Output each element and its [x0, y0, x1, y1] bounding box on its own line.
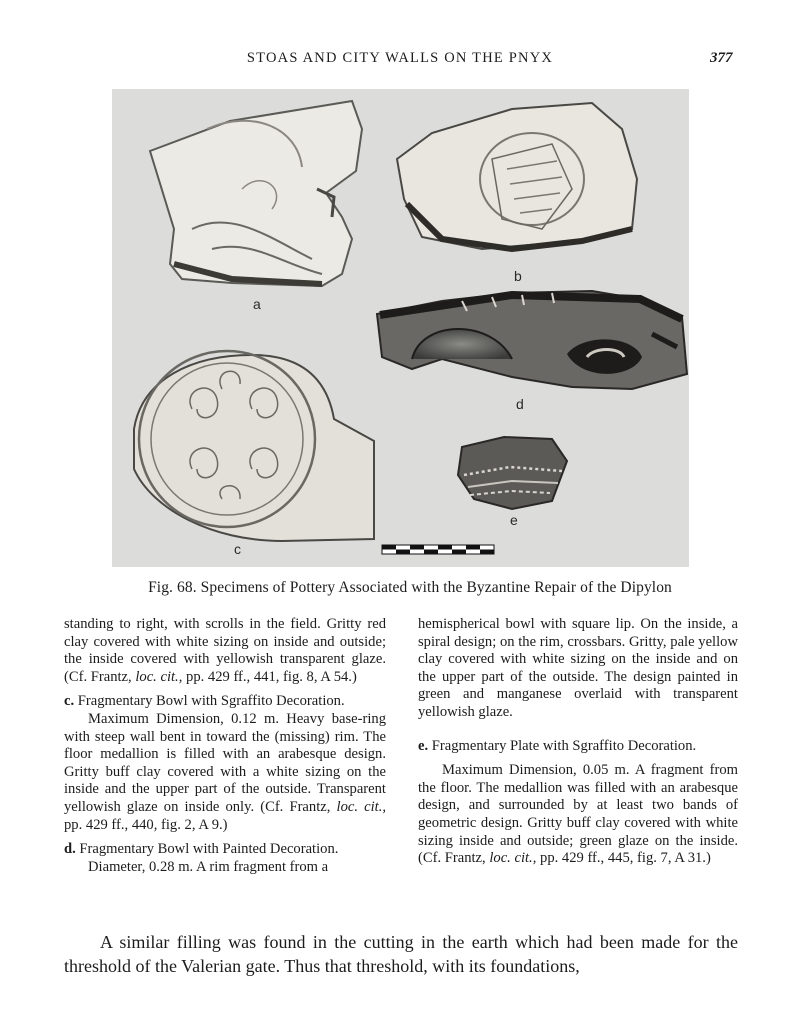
catalogue-e-description: Maximum Dimension, 0.05 m. A fragment from the floor. The medallion was filled with an arabesque design, and surrounded by at least two bands of geometric design. Gritty buff clay covered with white sizing inside and outside; green glaze on the inside. (Cf. Frantz, loc. cit., pp. 429 ff., 445, fig. 7, A 31.) — [418, 762, 738, 867]
sherd-c-label: c — [234, 541, 241, 557]
sherd-d — [377, 291, 687, 389]
page-number: 377 — [710, 50, 733, 66]
figure-photograph — [112, 89, 689, 567]
sherd-a-label: a — [253, 296, 261, 312]
sherd-a — [150, 101, 362, 286]
sherd-b — [397, 103, 637, 249]
scale-bar — [382, 545, 494, 554]
catalogue-d-continuation: hemispherical bowl with square lip. On the inside, a spiral design; on the rim, crossbars. Gritty, pale yellow clay covered with white sizing on the inside and on the upper part of the outside. The design painted in green and manganese overlaid with transparent yellowish glaze. — [418, 616, 738, 720]
sherd-e — [458, 437, 567, 509]
catalogue-d-description: Diameter, 0.28 m. A rim fragment from a — [88, 858, 329, 875]
catalogue-b-continuation: standing to right, with scrolls in the field. Gritty red clay covered with white sizing on inside and outside; the inside covered with yellowish transparent glaze. (Cf. Frantz, loc. cit., pp. 429 ff., 441, fig. 8, A 54.) — [64, 616, 386, 685]
right-column — [418, 616, 738, 868]
catalogue-c-description: Maximum Dimension, 0.12 m. Heavy base-ring with steep wall bent in toward the (missing) rim. The floor medallion is filled with an arabesque design. Gritty buff clay covered with a white sizing on the inside and the upper part of the outside. Transparent yellowish glaze on inside only. (Cf. Frantz, loc. cit., pp. 429 ff., 440, fig. 2, A 9.) — [64, 710, 386, 833]
running-head: STOAS AND CITY WALLS ON THE PNYX — [246, 50, 554, 66]
left-column — [64, 616, 386, 876]
body-paragraph: A similar filling was found in the cutting in the earth which had been made for the threshold of the Valerian gate. Thus that threshold, with its foundations, — [64, 932, 738, 976]
catalogue-e-heading: e. Fragmentary Plate with Sgraffito Decoration. — [418, 737, 697, 754]
pottery-sherds-illustration — [112, 89, 689, 567]
catalogue-d-heading: d. Fragmentary Bowl with Painted Decoration. — [64, 841, 339, 858]
sherd-c — [134, 351, 374, 541]
sherd-b-label: b — [514, 268, 522, 284]
sherd-e-label: e — [510, 512, 518, 528]
catalogue-c-heading: c. Fragmentary Bowl with Sgraffito Decoration. — [64, 693, 345, 710]
sherd-d-label: d — [516, 396, 524, 412]
figure-caption: Fig. 68. Specimens of Pottery Associated with the Byzantine Repair of the Dipylon — [148, 579, 672, 596]
